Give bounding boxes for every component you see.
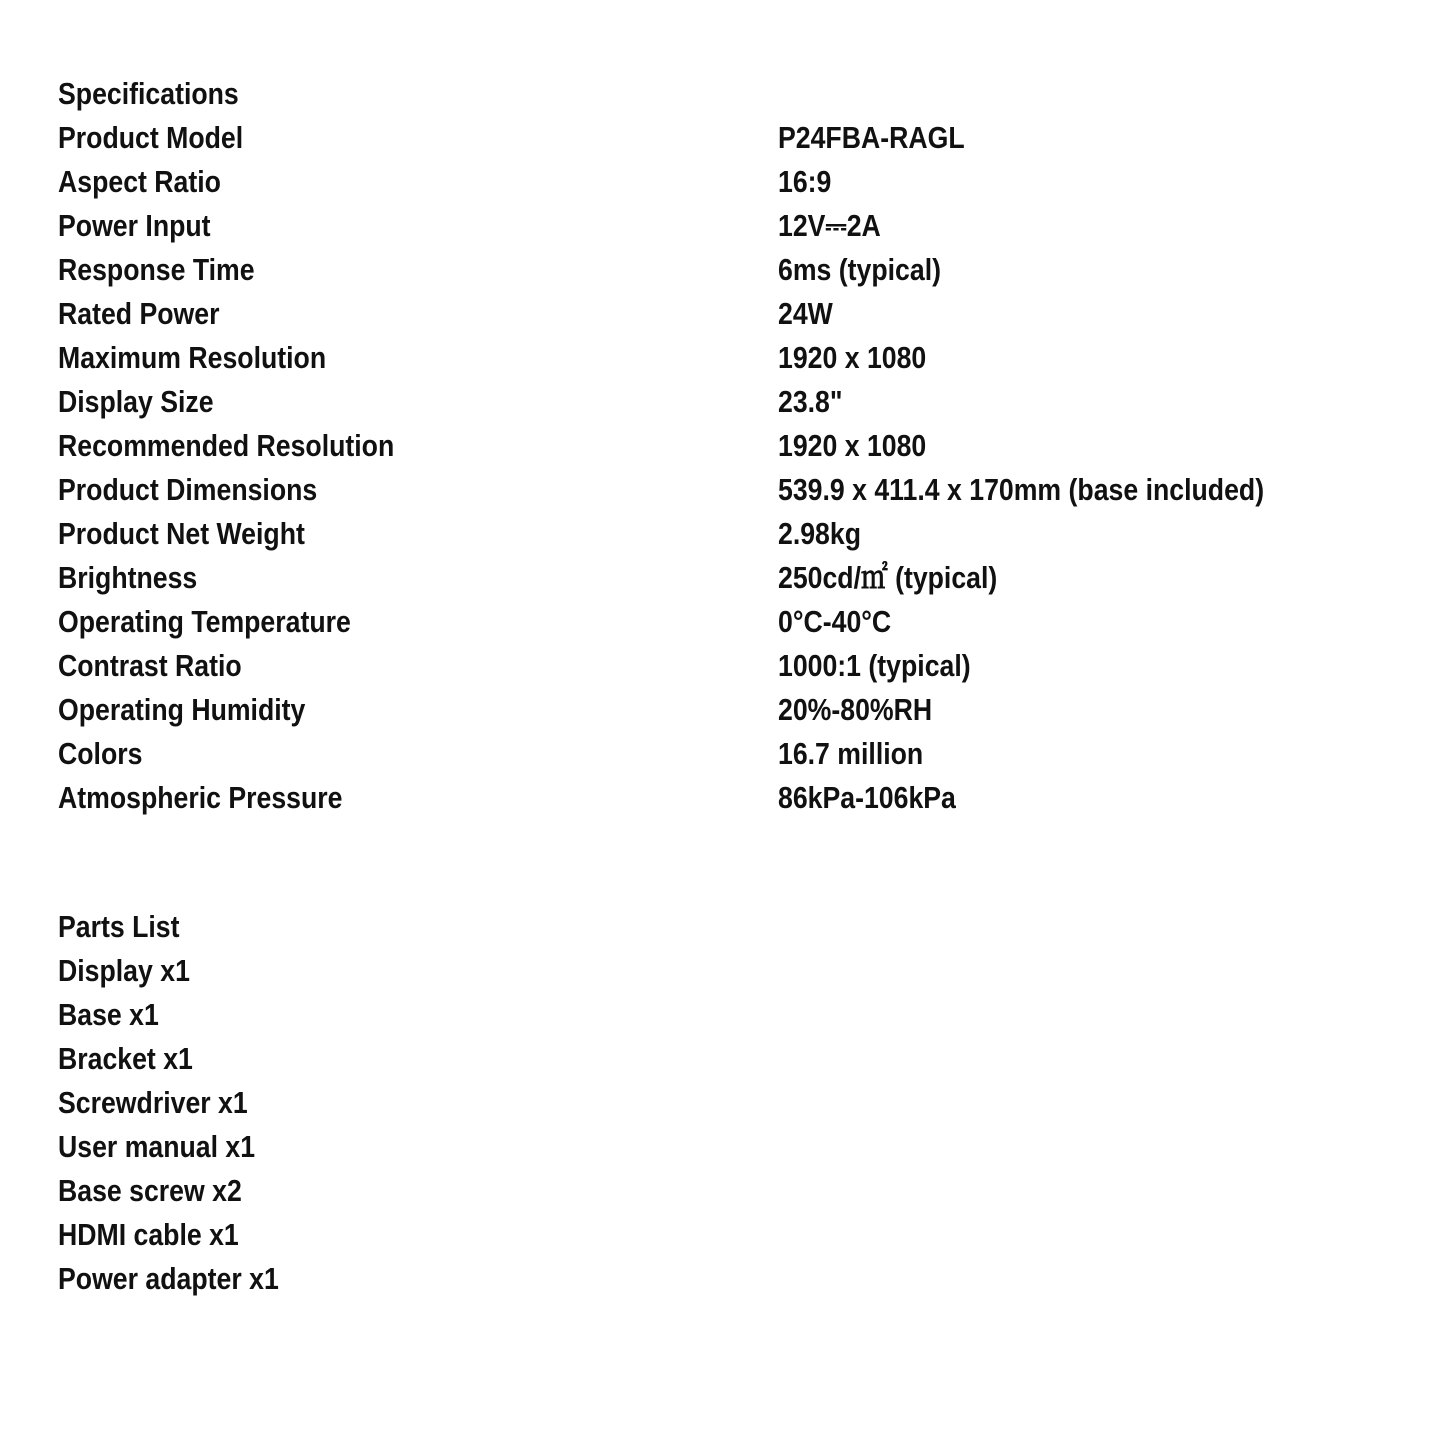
spec-label: Operating Temperature xyxy=(58,604,351,639)
spec-value: 250cd/㎡ (typical) xyxy=(778,560,998,595)
spec-row xyxy=(58,732,1388,776)
spec-value: 1920 x 1080 xyxy=(778,340,927,375)
list-item: Screwdriver x1 xyxy=(58,1085,248,1120)
specifications-table xyxy=(58,116,1388,820)
list-item: Power adapter x1 xyxy=(58,1261,279,1296)
spec-value: 1000:1 (typical) xyxy=(778,648,971,683)
list-item: Base screw x2 xyxy=(58,1173,242,1208)
spec-label: Maximum Resolution xyxy=(58,340,327,375)
spec-row xyxy=(58,336,1388,380)
spec-label: Product Net Weight xyxy=(58,516,305,551)
spec-value: 16.7 million xyxy=(778,736,924,771)
spec-value: 0°C-40°C xyxy=(778,604,892,639)
spec-label: Brightness xyxy=(58,560,198,595)
list-item: Display x1 xyxy=(58,953,190,988)
spec-label: Response Time xyxy=(58,252,255,287)
list-item: HDMI cable x1 xyxy=(58,1217,239,1252)
specifications-title: Specifications xyxy=(58,76,239,111)
spec-label: Atmospheric Pressure xyxy=(58,780,343,815)
spec-value: P24FBA-RAGL xyxy=(778,120,965,155)
spec-value: 86kPa-106kPa xyxy=(778,780,956,815)
spec-row xyxy=(58,116,1388,160)
spec-row xyxy=(58,688,1388,732)
spec-label: Colors xyxy=(58,736,143,771)
spec-row xyxy=(58,160,1388,204)
spec-label: Operating Humidity xyxy=(58,692,306,727)
spec-value: 6ms (typical) xyxy=(778,252,941,287)
spec-row xyxy=(58,292,1388,336)
spec-label: Display Size xyxy=(58,384,214,419)
spec-row xyxy=(58,248,1388,292)
spec-value: 2.98kg xyxy=(778,516,862,551)
spec-row xyxy=(58,468,1388,512)
spec-row xyxy=(58,776,1388,820)
spec-label: Contrast Ratio xyxy=(58,648,242,683)
spec-value: 16:9 xyxy=(778,164,832,199)
spec-label: Product Model xyxy=(58,120,244,155)
spec-value: 23.8" xyxy=(778,384,843,419)
spec-value: 1920 x 1080 xyxy=(778,428,927,463)
spec-row xyxy=(58,600,1388,644)
spec-label: Product Dimensions xyxy=(58,472,318,507)
spec-label: Power Input xyxy=(58,208,211,243)
spec-value: 539.9 x 411.4 x 170mm (base included) xyxy=(778,472,1265,507)
spec-value: 12V⎓2A xyxy=(778,208,881,243)
spec-row xyxy=(58,380,1388,424)
spec-label: Aspect Ratio xyxy=(58,164,221,199)
spec-row xyxy=(58,556,1388,600)
spec-row xyxy=(58,424,1388,468)
parts-list-title: Parts List xyxy=(58,909,180,944)
spec-value: 20%-80%RH xyxy=(778,692,933,727)
spec-value: 24W xyxy=(778,296,833,331)
spec-label: Recommended Resolution xyxy=(58,428,395,463)
list-item: User manual x1 xyxy=(58,1129,256,1164)
spec-row xyxy=(58,644,1388,688)
list-item: Bracket x1 xyxy=(58,1041,193,1076)
spec-row xyxy=(58,204,1388,248)
parts-list xyxy=(58,949,315,1301)
spec-label: Rated Power xyxy=(58,296,220,331)
spec-row xyxy=(58,512,1388,556)
list-item: Base x1 xyxy=(58,997,159,1032)
